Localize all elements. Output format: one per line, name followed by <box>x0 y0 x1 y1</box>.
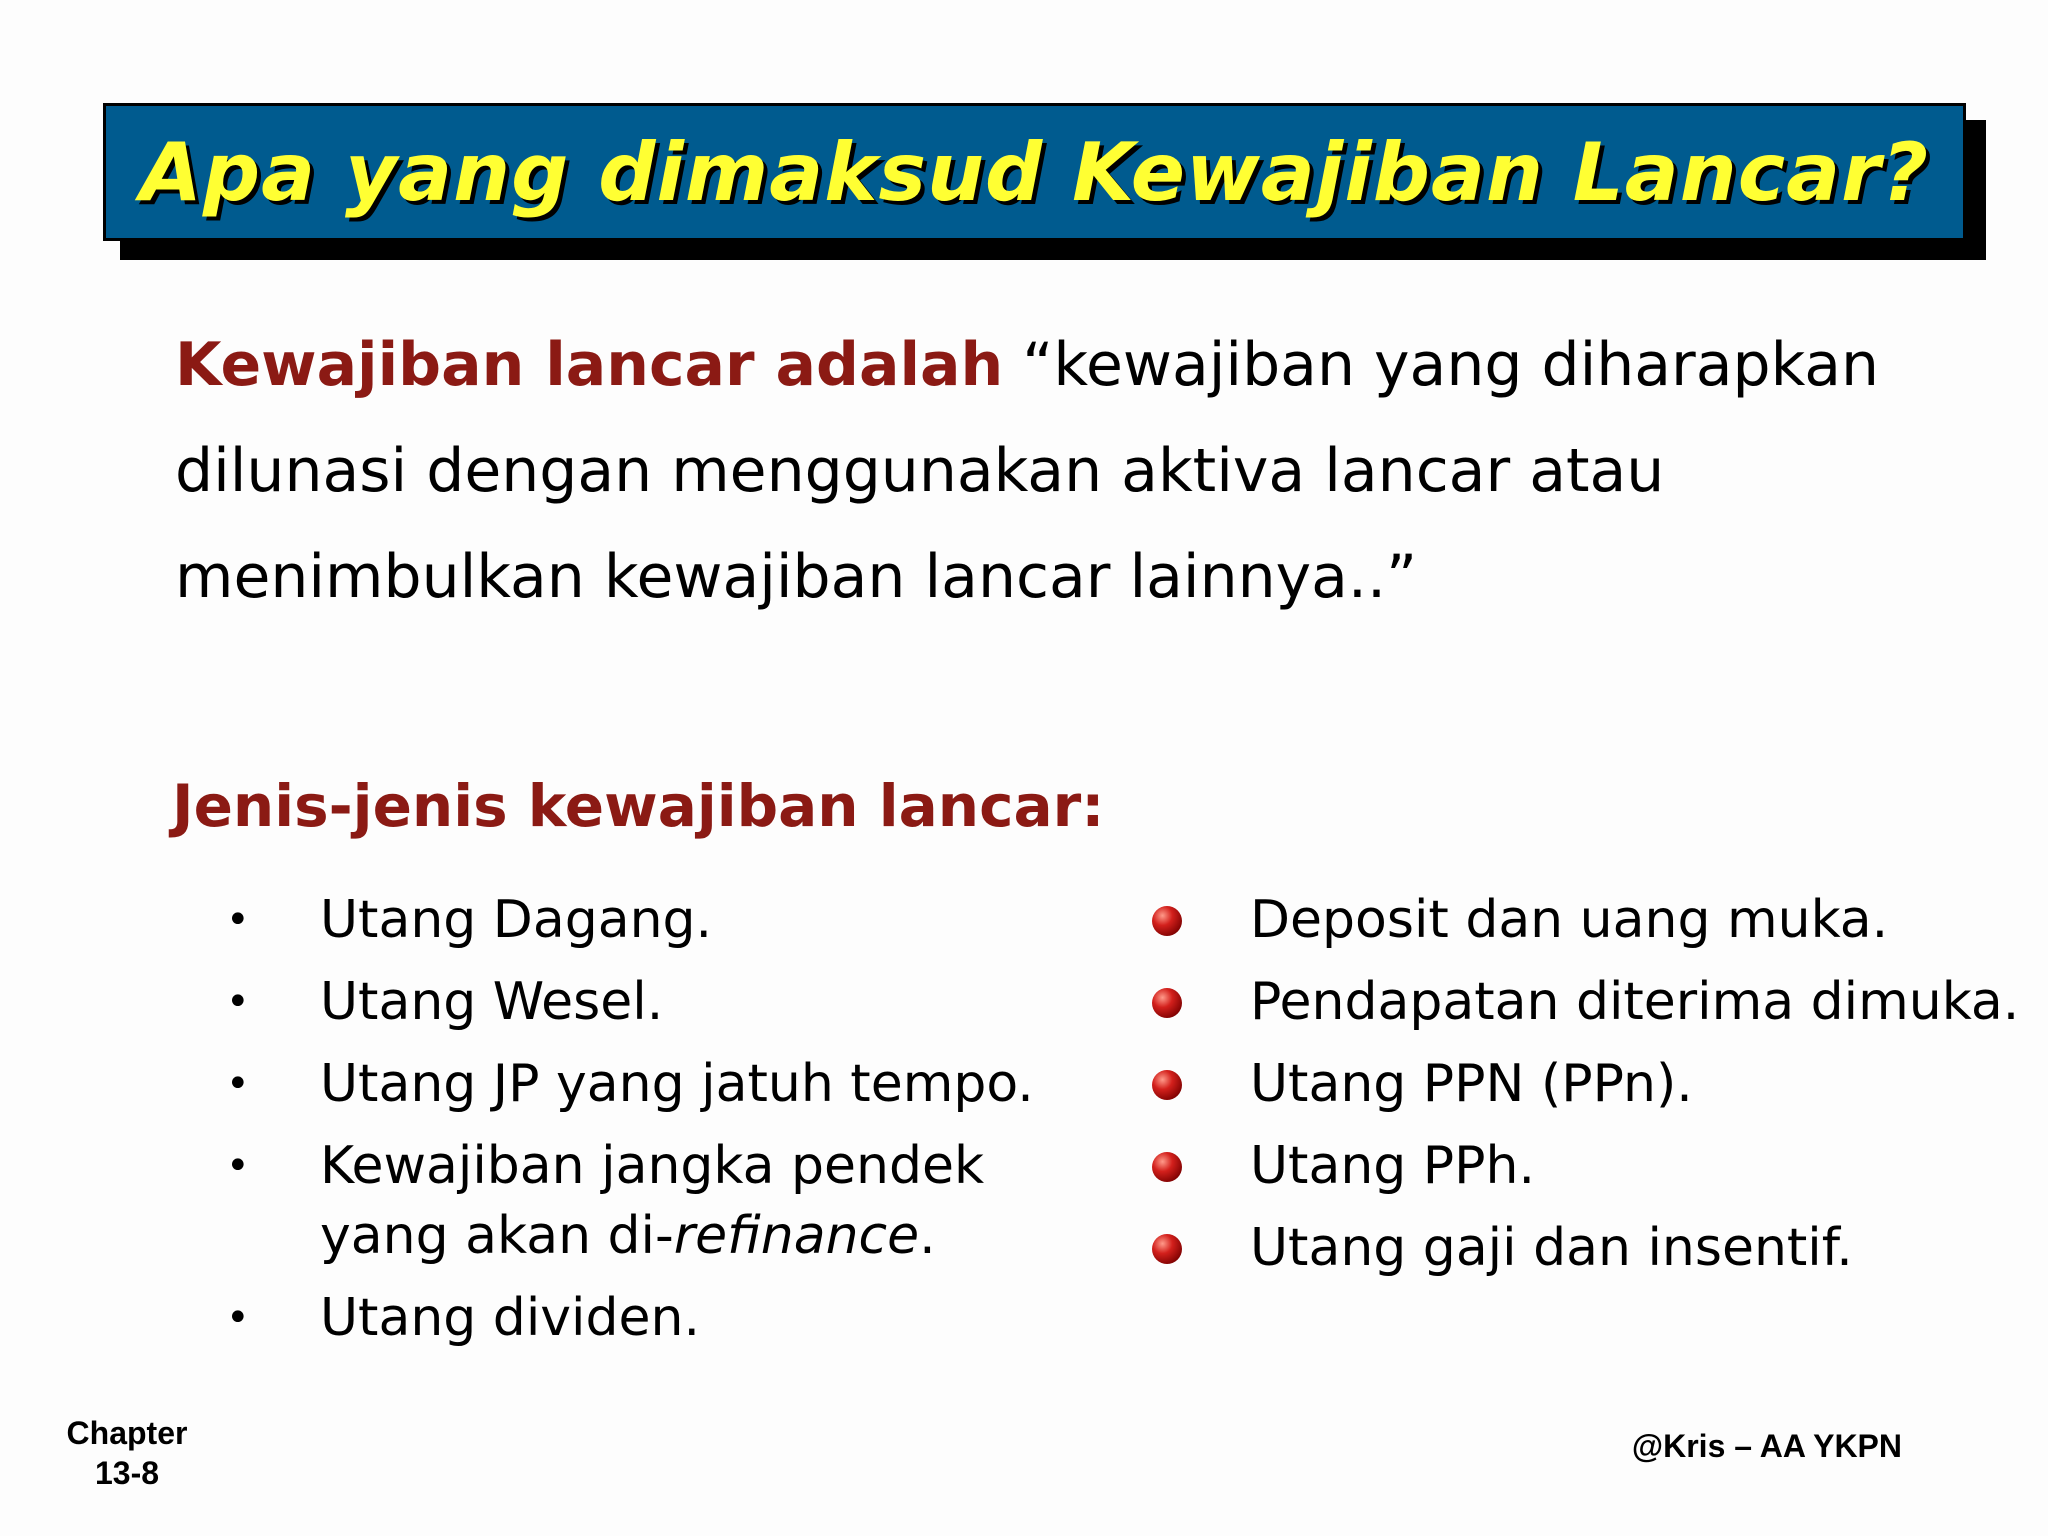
list-item-text: Utang PPh. <box>1250 1136 1536 1196</box>
definition-term: Kewajiban lancar adalah <box>175 330 1004 400</box>
bullet-dot-icon: • <box>226 1143 250 1189</box>
list-item-text: Utang Dagang. <box>320 890 713 950</box>
chapter-label <box>52 1413 202 1493</box>
list-item-text: Utang gaji dan insentif. <box>1250 1218 1853 1278</box>
bullet-dot-icon: • <box>226 1295 250 1341</box>
list-item-italic-term: refinance <box>673 1206 920 1266</box>
list-item <box>1150 1131 2030 1201</box>
list-item-text: Pendapatan diterima dimuka. <box>1250 972 2020 1032</box>
list-item <box>220 1283 1100 1353</box>
title-bar <box>103 103 1966 241</box>
bullet-dot-icon: • <box>226 979 250 1025</box>
list-item <box>1150 967 2030 1037</box>
right-list <box>1150 885 2030 1295</box>
list-item <box>1150 1049 2030 1119</box>
list-item-text: Utang dividen. <box>320 1288 700 1348</box>
list-item-text: Utang PPN (PPn). <box>1250 1054 1693 1114</box>
list-item <box>220 967 1100 1037</box>
list-item <box>1150 1213 2030 1283</box>
chapter-number: 13-8 <box>94 1455 160 1491</box>
list-item-text: Deposit dan uang muka. <box>1250 890 1889 950</box>
list-item-text: Utang JP yang jatuh tempo. <box>320 1054 1034 1114</box>
chapter-word: Chapter <box>66 1415 188 1451</box>
types-heading: Jenis-jenis kewajiban lancar: <box>172 772 1105 840</box>
credit-label: @Kris – AA YKPN <box>1631 1428 1902 1464</box>
red-ball-bullet-icon <box>1152 1070 1182 1100</box>
list-item <box>220 885 1100 955</box>
bullet-dot-icon: • <box>226 1061 250 1107</box>
red-ball-bullet-icon <box>1152 1152 1182 1182</box>
slide-title: Apa yang dimaksud Kewajiban Lancar? <box>140 125 1929 219</box>
list-item-text-line2: yang akan di- <box>320 1206 674 1266</box>
list-item <box>1150 885 2030 955</box>
left-list <box>220 885 1100 1365</box>
definition-paragraph <box>175 312 1935 630</box>
definition-text: “kewajiban yang diharapkan dilunasi dengan menggunakan aktiva lancar atau menimbulkan kewajiban lancar lainnya..” <box>175 330 1880 612</box>
list-item <box>220 1049 1100 1119</box>
red-ball-bullet-icon <box>1152 1234 1182 1264</box>
list-item-text: Kewajiban jangka pendek <box>320 1136 985 1196</box>
bullet-dot-icon: • <box>226 897 250 943</box>
list-item-text-suffix: . <box>919 1206 936 1266</box>
list-item-text: Utang Wesel. <box>320 972 664 1032</box>
list-item <box>220 1131 1100 1271</box>
red-ball-bullet-icon <box>1152 988 1182 1018</box>
red-ball-bullet-icon <box>1152 906 1182 936</box>
